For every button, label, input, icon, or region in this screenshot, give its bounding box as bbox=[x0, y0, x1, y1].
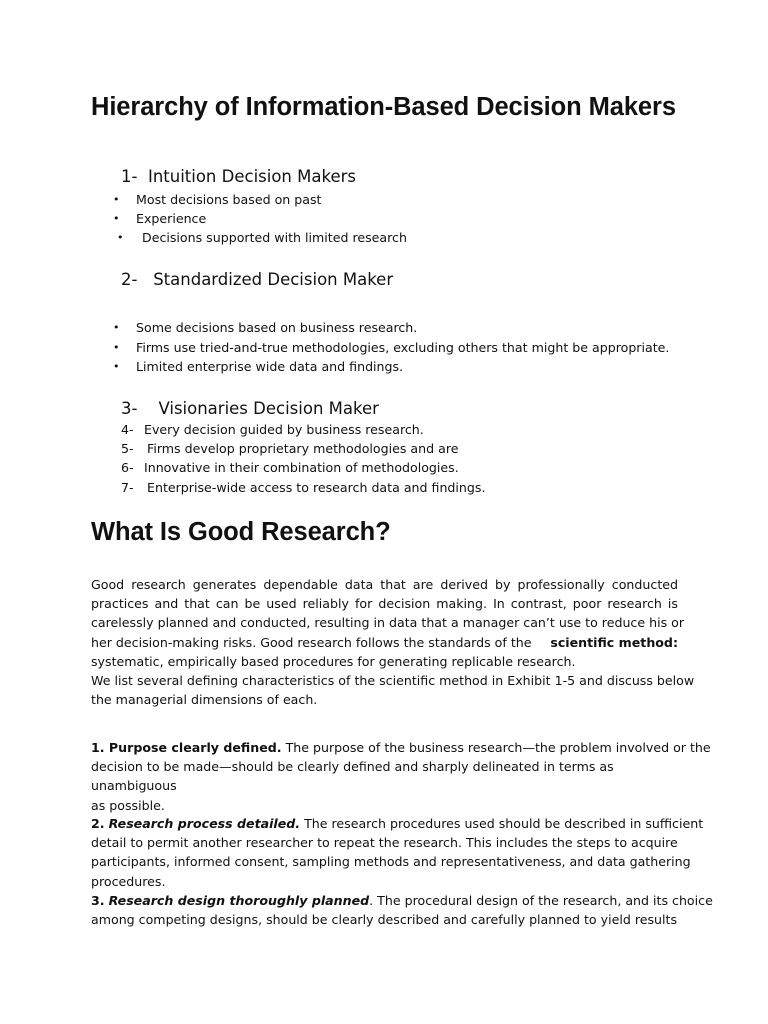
section-3-item-1: Every decision guided by business research. bbox=[144, 422, 424, 437]
paragraph-line: practices and that can be used reliably for decision making. In contrast, poor research is bbox=[91, 596, 678, 612]
paragraph-line: systematic, empirically based procedures for generating replicable research. bbox=[91, 653, 576, 669]
section-3-item-3-number: 6- bbox=[121, 460, 134, 475]
section-2-title: Standardized Decision Maker bbox=[153, 270, 394, 289]
section-1-bullet-3: Decisions supported with limited research bbox=[142, 230, 407, 245]
characteristic-3 bbox=[91, 891, 713, 929]
scientific-method-term: scientific method: bbox=[550, 634, 678, 650]
bullet-icon: • bbox=[117, 231, 124, 244]
section-3-item-3: Innovative in their combination of methodologies. bbox=[144, 460, 459, 475]
section-2-bullet-3: Limited enterprise wide data and findings. bbox=[136, 359, 404, 374]
bullet-icon: • bbox=[113, 360, 120, 373]
characteristic-1-text: The purpose of the business research—the problem involved or the bbox=[285, 740, 711, 755]
characteristic-line bbox=[91, 814, 704, 833]
paragraph-line: the managerial dimensions of each. bbox=[91, 692, 318, 708]
section-1-heading bbox=[121, 167, 356, 186]
section-3-item-1-number: 4- bbox=[121, 422, 134, 437]
characteristic-1 bbox=[91, 738, 711, 815]
section-1-bullet-2: Experience bbox=[136, 211, 207, 226]
characteristic-line: detail to permit another researcher to repeat the research. This includes the steps to acquire bbox=[91, 835, 678, 851]
bullet-icon: • bbox=[113, 341, 120, 354]
section-3-title: Visionaries Decision Maker bbox=[158, 399, 379, 418]
characteristic-line: unambiguous bbox=[91, 778, 177, 794]
section-2-heading bbox=[121, 270, 393, 289]
paragraph-line-text: her decision-making risks. Good research follows the standards of the bbox=[91, 634, 532, 650]
characteristic-line: participants, informed consent, sampling methods and representativeness, and data gathering bbox=[91, 854, 691, 870]
characteristic-line: decision to be made—should be clearly defined and sharply delineated in terms as bbox=[91, 759, 614, 775]
characteristic-line bbox=[91, 738, 711, 757]
paragraph-line: Good research generates dependable data that are derived by professionally conducted bbox=[91, 577, 678, 592]
bullet-icon: • bbox=[113, 321, 120, 334]
section-2-bullet-1: Some decisions based on business research. bbox=[136, 320, 418, 335]
characteristic-1-label: 1. Purpose clearly defined. bbox=[91, 740, 282, 755]
section-1-bullet-1: Most decisions based on past bbox=[136, 192, 322, 207]
section-2-number: 2- bbox=[121, 270, 138, 289]
paragraph-line: carelessly planned and conducted, resulting in data that a manager can’t use to reduce his or bbox=[91, 615, 685, 631]
paragraph-line bbox=[91, 633, 678, 652]
characteristic-line: as possible. bbox=[91, 797, 165, 813]
characteristic-3-label: Research design thoroughly planned bbox=[108, 893, 370, 908]
characteristic-3-text: . The procedural design of the research, and its choice bbox=[369, 893, 713, 908]
section-2-bullet-2: Firms use tried-and-true methodologies, excluding others that might be appropriate. bbox=[136, 340, 670, 355]
characteristic-line: procedures. bbox=[91, 873, 166, 889]
section-3-number: 3- bbox=[121, 399, 138, 418]
characteristic-2 bbox=[91, 814, 704, 891]
characteristic-line bbox=[91, 891, 713, 910]
section-1-number: 1- bbox=[121, 167, 138, 186]
characteristic-2-label: Research process detailed. bbox=[108, 816, 301, 831]
characteristic-2-number: 2. bbox=[91, 816, 105, 831]
bullet-icon: • bbox=[113, 212, 120, 225]
section-3-heading bbox=[121, 399, 379, 418]
section-3-item-2: Firms develop proprietary methodologies and are bbox=[147, 441, 459, 456]
section-3-item-4-number: 7- bbox=[121, 480, 134, 495]
good-research-paragraph bbox=[91, 575, 695, 709]
section-1-title: Intuition Decision Makers bbox=[147, 167, 356, 186]
good-research-title: What Is Good Research? bbox=[91, 518, 391, 546]
characteristic-line: among competing designs, should be clearly described and carefully planned to yield results bbox=[91, 912, 678, 928]
bullet-icon: • bbox=[113, 193, 120, 206]
section-3-item-4: Enterprise-wide access to research data and findings. bbox=[147, 480, 486, 495]
paragraph-line: We list several defining characteristics of the scientific method in Exhibit 1-5 and discuss below bbox=[91, 673, 695, 689]
characteristic-3-number: 3. bbox=[91, 893, 105, 908]
page-title: Hierarchy of Information-Based Decision Makers bbox=[91, 93, 676, 121]
section-3-item-2-number: 5- bbox=[121, 441, 134, 456]
characteristic-2-text: The research procedures used should be described in sufficient bbox=[304, 816, 704, 831]
